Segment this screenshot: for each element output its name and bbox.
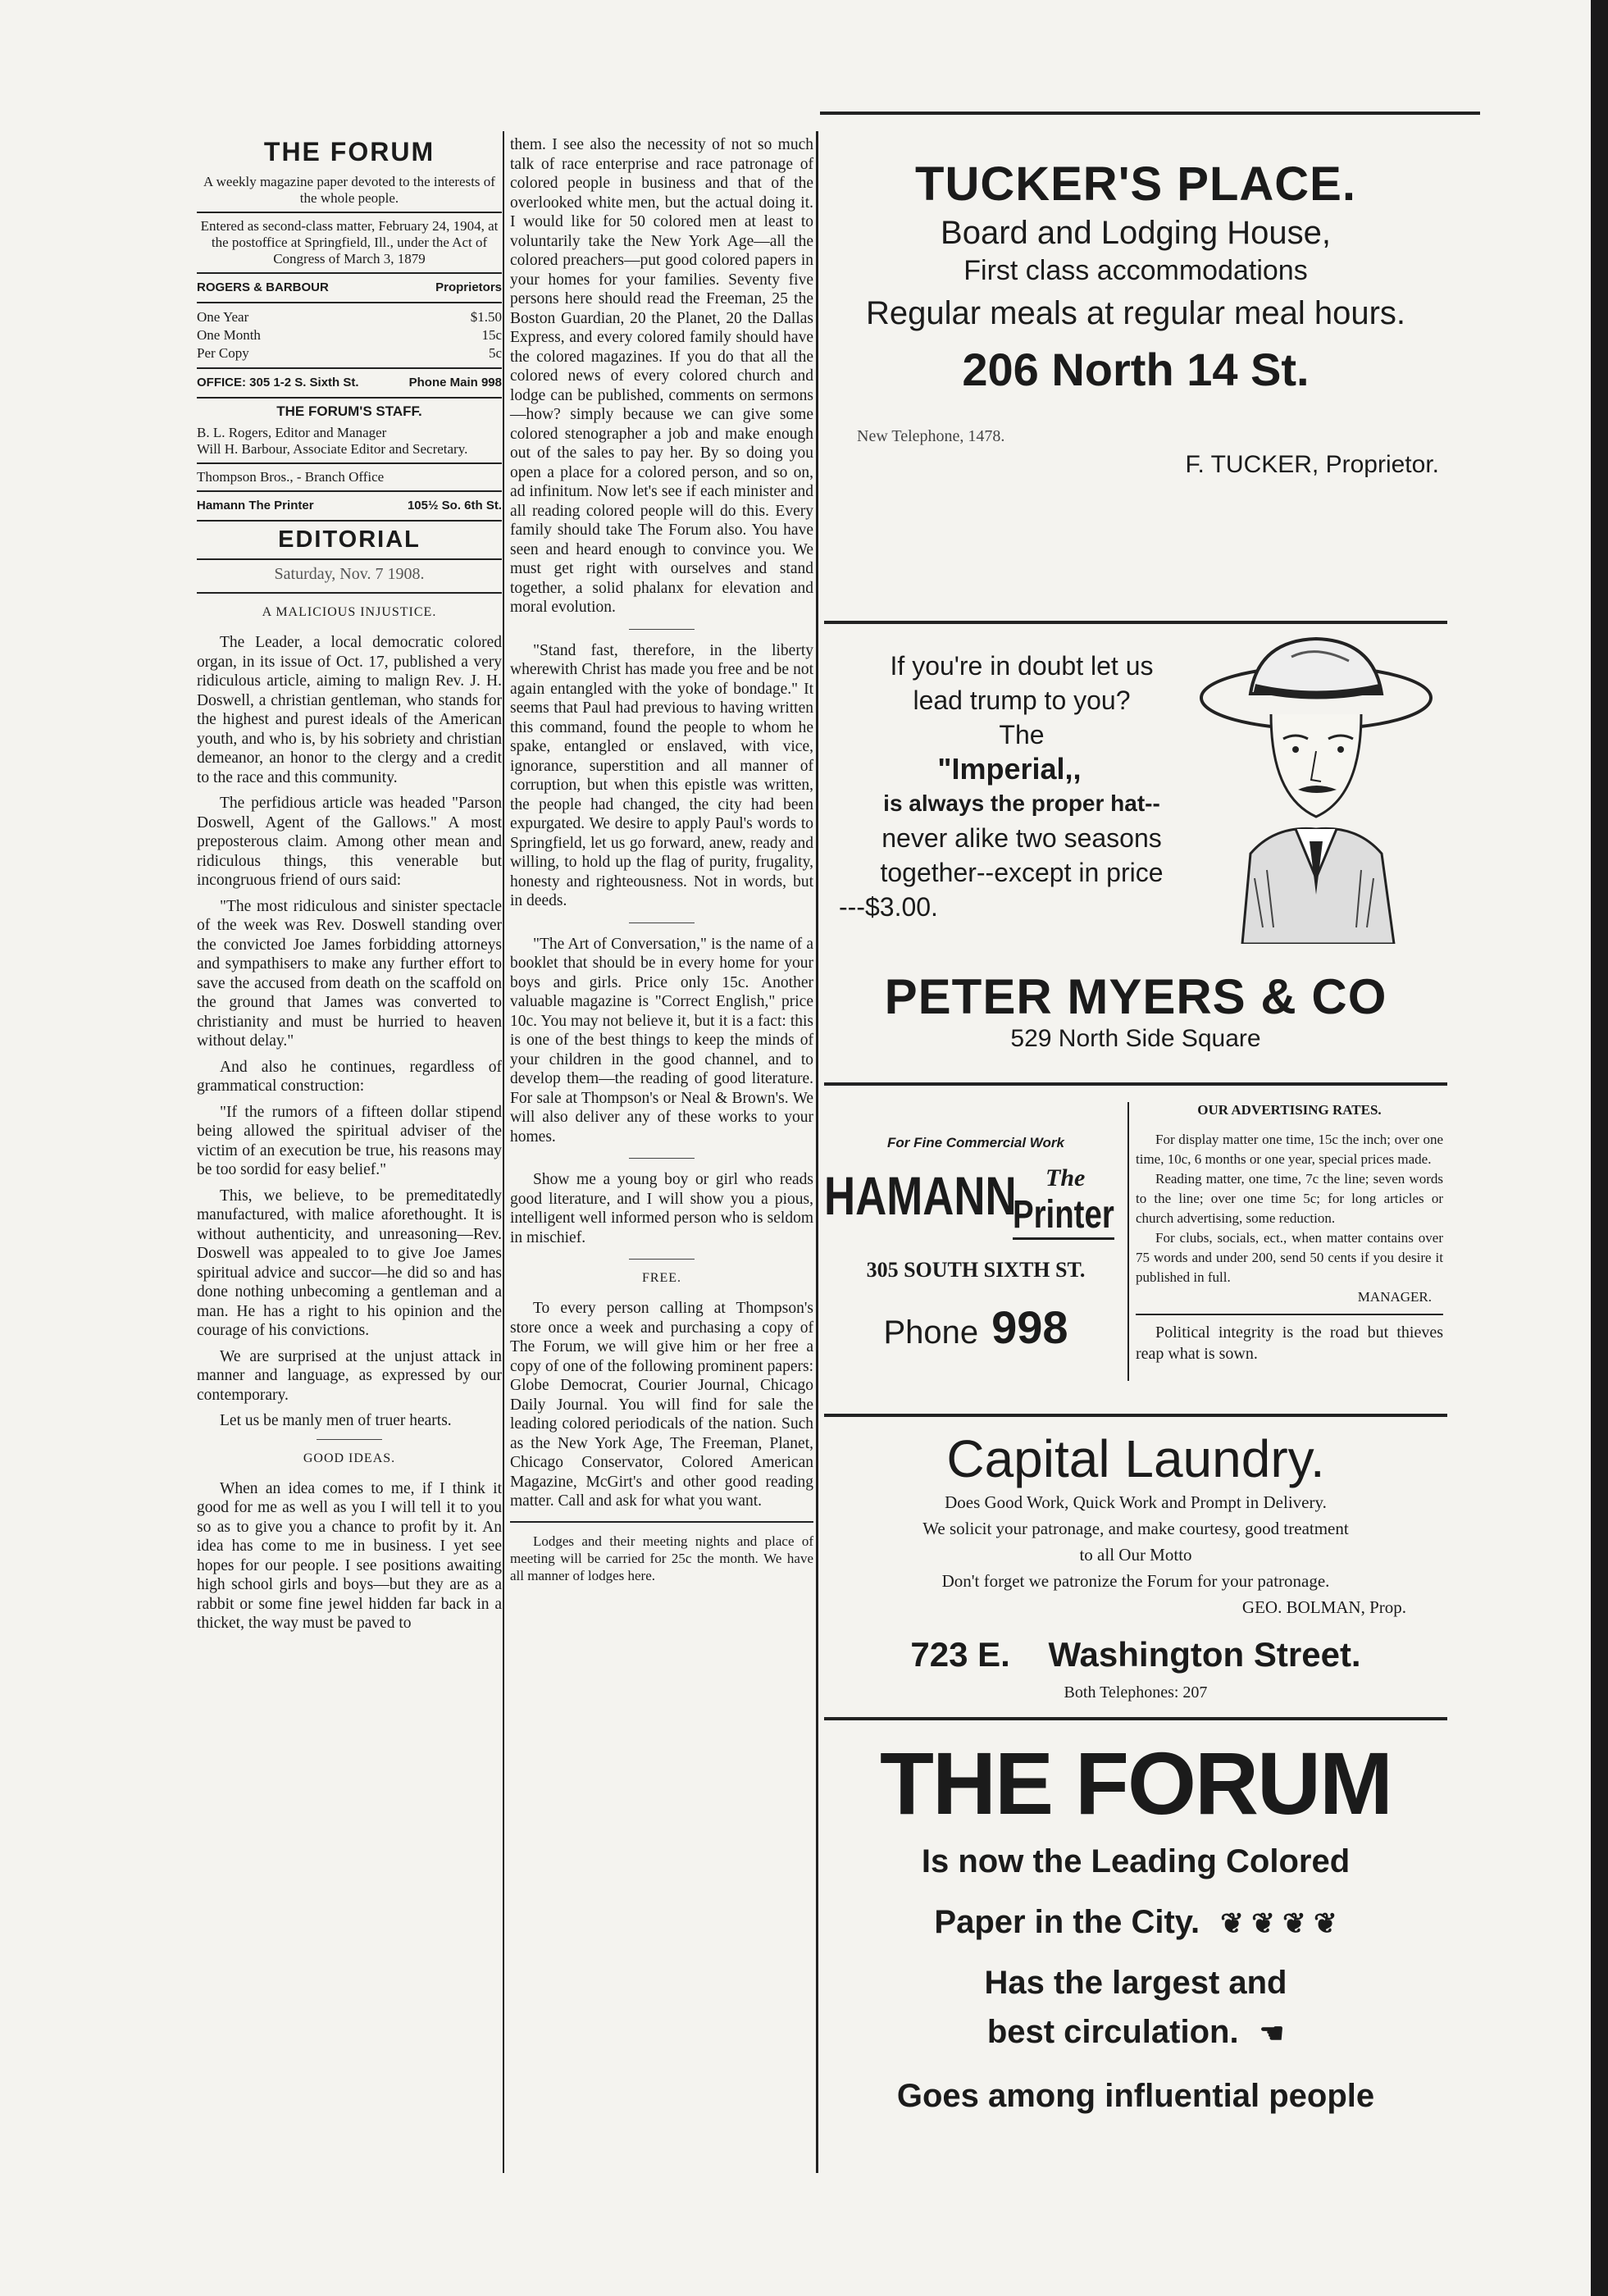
ads-column	[824, 135, 1447, 2121]
tucker-line: Board and Lodging House,	[941, 215, 1331, 251]
divider	[197, 520, 502, 522]
rate-label: One Month	[197, 327, 261, 343]
laundry-proprietor: GEO. BOLMAN, Prop.	[1241, 1597, 1406, 1617]
rate-label: One Year	[197, 309, 249, 325]
article-paragraph: And also he continues, regardless of grammatical construction:	[197, 1058, 502, 1095]
divider	[629, 629, 695, 630]
hamann-the: The	[1045, 1164, 1086, 1191]
hamann-printer: Printer	[1013, 1192, 1114, 1240]
hamann-rates-block	[824, 1086, 1447, 1414]
leaf-ornaments-icon: ❦ ❦ ❦ ❦	[1220, 1908, 1337, 1939]
divider	[197, 558, 502, 560]
rates-paragraph: For display matter one time, 15c the inch; over one time, 10c, 6 months or one year, special prices made.	[1136, 1132, 1443, 1167]
article-paragraph: "Stand fast, therefore, in the liberty wherewith Christ has made you free and be not again entangled with the yoke of bondage." It seems that Paul had previous to having written this command, found the people to whom he spake, entangled or enslaved, with vice, ignorance, superstition and all manner of corruption, but when this epistle was written, the people had changed, the city had been expurgated. We desire to apply Paul's words to Springfield, let us go forward, anew, ready and willing, to hold up the flag of purity, frugality, honesty and righteousness. Not in words, but in deeds.	[510, 641, 813, 909]
rates-quote: Political integrity is the road but thieves reap what is sown.	[1136, 1323, 1443, 1363]
divider	[197, 397, 502, 399]
article-paragraph: The Leader, a local democratic colored organ, in its issue of Oct. 17, published a very ridiculous article, aiming to malign Rev. J. H. Doswell, a christian gentleman, who stands for the highest and purest ideals of the American youth, and who is, by his sobriety and christian demeanor, an honor to the clergy and a credit to the race and this community.	[197, 634, 502, 786]
forum-ad-title: THE FORUM	[880, 1733, 1392, 1833]
branch-office: Thompson Bros., - Branch Office	[197, 469, 385, 485]
rate-row	[197, 344, 502, 362]
office-address: OFFICE: 305 1-2 S. Sixth St.	[197, 376, 359, 390]
hamann-phone	[824, 1301, 1127, 1354]
tucker-title: TUCKER'S PLACE.	[915, 157, 1356, 211]
laundry-address: 723 E. Washington Street.	[910, 1635, 1361, 1674]
article-paragraph: "The most ridiculous and sinister spectacle of the week was Rev. Doswell standing over the convicted Joe James forbidding attorneys and sympathisers to make any further effort to save the accused from death on the scaffold on the ground that James was converted to christianity and must be hurried to heaven without delay."	[197, 897, 502, 1050]
office-phone: Phone Main 998	[408, 376, 502, 390]
article-headline: A MALICIOUS INJUSTICE.	[262, 605, 437, 619]
top-rule	[820, 112, 1480, 115]
article-paragraph: them. I see also the necessity of not so much talk of race enterprise and race patronage of colored people in business and that of the overlooked white men, but the actual doing it. I would like for 50 colored men at least to voluntarily take the New York Age—all the colored preachers—put good colored papers in your homes for your families. Seventy five persons here should read the Freeman, 25 the Boston Guardian, 20 the Planet, 20 the Dallas Express, and every colored family should have the colored magazines. If you do that all the colored news of every colored church and lodge can be published, comments on sermons—how? simply because we can give some colored stenographer a job and make enough out of the sales to pay her. By so doing you open a place for a colored person, and so on, ad infinitum. Now let's see if each minister and all reading colored people will do this. Every family should take The Forum also. You have seen and heard enough to convince you. We must get right with ourselves and stand together, a solid phalanx for elevation and moral evolution.	[510, 136, 813, 616]
divider	[197, 302, 502, 303]
hamann-phone-number: 998	[991, 1301, 1068, 1353]
rates-paragraph: For clubs, socials, ect., when matter contains over 75 words and under 200, send 50 cents if you desire it published in full.	[1136, 1230, 1443, 1285]
hamann-name: HAMANN	[824, 1165, 1017, 1226]
rate-row	[197, 308, 502, 326]
hamann-address: 305 SOUTH SIXTH ST.	[866, 1258, 1086, 1282]
divider	[197, 212, 502, 213]
article-paragraph: When an idea comes to me, if I think it good for me as well as you I will tell it to you so as to give you a chance to profit by it. An idea has come to me in business. I yet see hopes for our people. I see positions awaiting high school girls and boys—but they are as a rabbit or some fine jewel hidden far back in a thicket, the way must be paved to	[197, 1479, 502, 1632]
forum-ad-line: Goes among influential people	[896, 2078, 1375, 2114]
laundry-phones: Both Telephones: 207	[1064, 1683, 1208, 1702]
divider	[510, 1521, 813, 1523]
divider	[197, 490, 502, 492]
printer-name: Hamann The Printer	[197, 499, 314, 512]
laundry-line: Don't forget we patronize the Forum for your patronage.	[941, 1571, 1330, 1591]
column-rule-2	[816, 131, 818, 2173]
article-headline: FREE.	[641, 1271, 682, 1285]
article-headline: GOOD IDEAS.	[303, 1451, 396, 1465]
column-rule-1	[503, 131, 504, 2173]
staff-title: THE FORUM'S STAFF.	[276, 403, 422, 419]
divider	[197, 592, 502, 594]
article-paragraph: "If the rumors of a fifteen dollar stipend being allowed the spiritual adviser of the victim of an execution be true, his reasons may be too sordid for easy belief."	[197, 1103, 502, 1178]
hat-line: together--except in price	[880, 858, 1164, 887]
tucker-line: First class accommodations	[963, 255, 1308, 286]
column-1	[197, 135, 502, 1640]
rates-signature: MANAGER.	[1357, 1289, 1432, 1305]
hat-line: If you're in doubt let us	[890, 651, 1154, 681]
rate-price: 5c	[488, 345, 502, 361]
hat-ad	[824, 624, 1447, 977]
divider	[197, 462, 502, 464]
article-paragraph: Show me a young boy or girl who reads good literature, and I will show you a pious, intelligent well informed person who is seldom in mischief.	[510, 1171, 813, 1246]
tucker-address: 206 North 14 St.	[962, 344, 1310, 395]
rate-price: $1.50	[470, 309, 502, 325]
lodge-notice: Lodges and their meeting nights and place of meeting will be carried for 25c the month. We have all manner of lodges here.	[510, 1533, 813, 1583]
hat-brand: "Imperial,,	[937, 752, 1082, 786]
forum-ad-line: best circulation.	[986, 2014, 1239, 2050]
tucker-ad	[824, 157, 1447, 616]
laundry-name: Capital Laundry.	[946, 1429, 1325, 1488]
forum-ad-line-row	[824, 1897, 1447, 1948]
rate-price: 15c	[481, 327, 502, 343]
hat-line: is always the proper hat--	[883, 790, 1160, 816]
forum-ad-line: Has the largest and	[984, 1965, 1287, 2001]
article-paragraph: The perfidious article was headed "Parson Doswell, Agent of the Gallows." A most preposterous claim. Among other mean and ridiculous things, this venerable but incongruous friend of ours said:	[197, 795, 502, 889]
article-paragraph: Let us be manly men of truer hearts.	[220, 1412, 452, 1429]
divider	[629, 922, 695, 923]
rates-title: OUR ADVERTISING RATES.	[1197, 1102, 1382, 1118]
laundry-ad	[824, 1417, 1447, 1706]
tucker-proprietor: F. TUCKER, Proprietor.	[1185, 451, 1439, 478]
advertising-rates	[1136, 1100, 1443, 1364]
forum-ad-line: Is now the Leading Colored	[921, 1843, 1351, 1879]
divider	[197, 367, 502, 369]
printer-address: 105½ So. 6th St.	[407, 499, 502, 512]
rates-paragraph: Reading matter, one time, 7c the line; seven words to the line; over one time 5c; for long articles or church advertising, some reduction.	[1136, 1171, 1443, 1226]
tucker-line: Regular meals at regular meal hours.	[865, 295, 1406, 331]
peter-myers-name: PETER MYERS & CO	[884, 969, 1387, 1024]
divider	[629, 1158, 695, 1159]
man-in-hat-illustration	[1193, 632, 1439, 944]
rate-row	[197, 326, 502, 344]
forum-ad	[824, 1720, 1447, 2121]
laundry-line: to all Our Motto	[1079, 1545, 1192, 1565]
hamann-phone-label: Phone	[883, 1314, 979, 1351]
tucker-phone: New Telephone, 1478.	[857, 427, 1005, 445]
article-paragraph: This, we believe, to be premeditatedly manufactured, with malice aforethought. It is without authenticity, and unreasoning—Rev. Doswell was appealed to to give Joe James spiritual advice and succor—he did so and has done nothing unbecoming a gentleman and a man. He has a right to his opinion and the courage of his convictions.	[197, 1187, 502, 1339]
masthead-tagline: A weekly magazine paper devoted to the interests of the whole people.	[203, 174, 495, 206]
printer-row	[197, 497, 502, 515]
hamann-ad	[824, 1135, 1127, 1354]
laundry-line: Does Good Work, Quick Work and Prompt in Delivery.	[945, 1492, 1327, 1512]
hat-line: lead trump to you?	[913, 686, 1131, 715]
hat-text	[829, 649, 1214, 924]
hat-line: never alike two seasons	[881, 823, 1162, 853]
issue-date: Saturday, Nov. 7 1908.	[274, 565, 425, 583]
ad-divider	[1127, 1102, 1129, 1381]
pointing-hand-icon: ☚	[1259, 2018, 1285, 2049]
staff-line: Will H. Barbour, Associate Editor and Secretary.	[197, 441, 468, 457]
peter-myers-address: 529 North Side Square	[1010, 1025, 1261, 1052]
hamann-tag: For Fine Commercial Work	[886, 1135, 1064, 1150]
divider	[197, 272, 502, 274]
article-paragraph: We are surprised at the unjust attack in manner and language, as expressed by our contemporary.	[197, 1347, 502, 1404]
proprietors-label: Proprietors	[435, 280, 502, 294]
article-paragraph: To every person calling at Thompson's store once a week and purchasing a copy of The Forum, we will give him or her free a copy of one of the following prominent papers: Globe Democrat, Courier Journal, Chicago Daily Journal. You will find for sale the leading colored periodicals of the nation. Such as the New York Age, The Freeman, Planet, Chicago Conservator, Colored American Magazine, McGirt's and other good reading matter. Call and ask for what you want.	[510, 1300, 813, 1510]
article-paragraph: "The Art of Conversation," is the name of a booklet that should be in every home for your boys and girls. Price only 15c. Another valuable magazine is "Correct English," price 10c. You may not believe it, but it is a fact: this is one of the best things to keep the minds of your children in the good channel, and to develop them—the reading of good literature. For sale at Thompson's or Neal & Brown's. We will also deliver any of these works to your homes.	[510, 935, 813, 1146]
proprietors-row	[197, 279, 502, 297]
laundry-line: We solicit your patronage, and make courtesy, good treatment	[922, 1519, 1349, 1538]
masthead-title: THE FORUM	[263, 137, 435, 166]
forum-ad-line-row	[824, 2007, 1447, 2058]
divider	[1136, 1314, 1443, 1315]
office-row	[197, 374, 502, 392]
proprietors-name: ROGERS & BARBOUR	[197, 280, 329, 294]
divider	[629, 1259, 695, 1260]
staff-line: B. L. Rogers, Editor and Manager	[197, 425, 387, 440]
hamann-logo	[824, 1164, 1127, 1240]
peter-myers-ad	[824, 968, 1447, 1053]
masthead-entry: Entered as second-class matter, February 24, 1904, at the postoffice at Springfield, Ill., under the Act of Congress of March 3, 1879	[200, 218, 499, 266]
divider	[317, 1439, 382, 1440]
hat-line: The	[999, 720, 1045, 749]
rate-label: Per Copy	[197, 345, 249, 361]
hat-price: ---$3.00.	[839, 892, 938, 922]
editorial-heading: EDITORIAL	[278, 526, 421, 553]
forum-ad-line: Paper in the City.	[934, 1904, 1200, 1940]
column-2	[510, 135, 813, 1591]
